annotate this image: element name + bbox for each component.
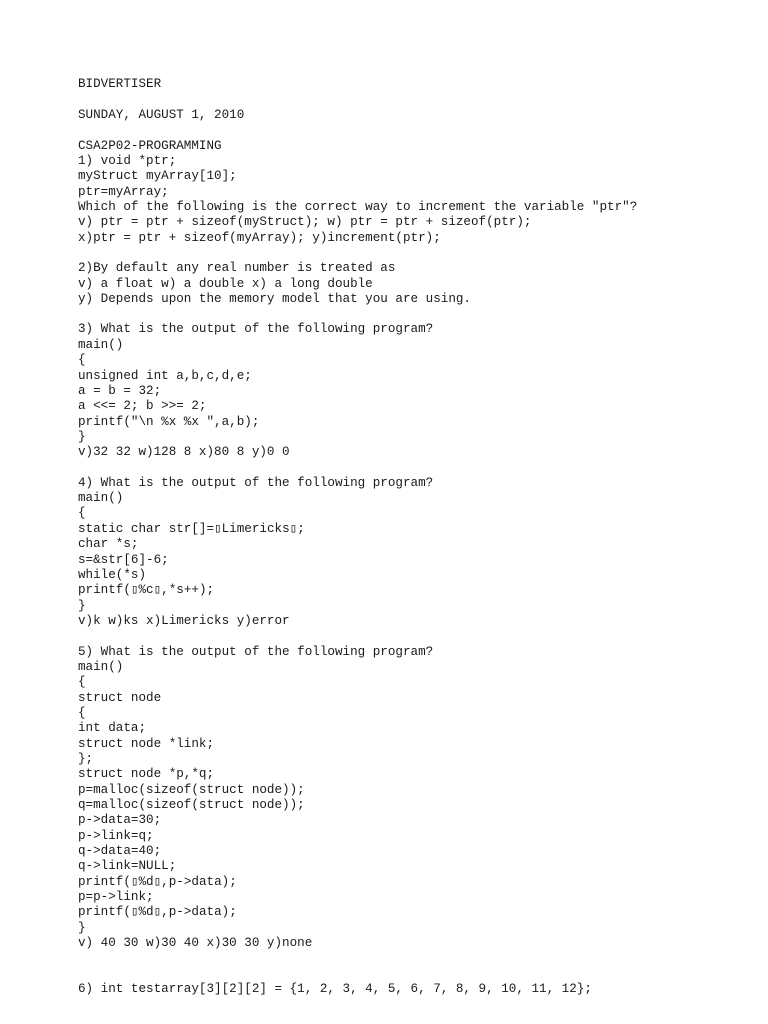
q3-code: a <<= 2; b >>= 2; [78, 399, 207, 413]
q5-line: 5) What is the output of the following program? [78, 645, 434, 659]
q5-code: printf(▯%d▯,p->data); [78, 875, 237, 889]
q1-options: x)ptr = ptr + sizeof(myArray); y)increment(ptr); [78, 231, 441, 245]
q5-code: p->link=q; [78, 829, 154, 843]
q5-code: printf(▯%d▯,p->data); [78, 905, 237, 919]
q3-code: a = b = 32; [78, 384, 162, 398]
q2-options: y) Depends upon the memory model that you are using. [78, 292, 471, 306]
q5-code: } [78, 921, 86, 935]
q3-line: 3) What is the output of the following program? [78, 322, 434, 336]
q5-options: v) 40 30 w)30 40 x)30 30 y)none [78, 936, 313, 950]
q1-options: v) ptr = ptr + sizeof(myStruct); w) ptr = ptr + sizeof(ptr); [78, 215, 532, 229]
q6-line: 6) int testarray[3][2][2] = {1, 2, 3, 4, 5, 6, 7, 8, 9, 10, 11, 12}; [78, 982, 592, 996]
q4-options: v)k w)ks x)Limericks y)error [78, 614, 290, 628]
course-title: CSA2P02-PROGRAMMING [78, 139, 222, 153]
q2-line: 2)By default any real number is treated as [78, 261, 396, 275]
q3-options: v)32 32 w)128 8 x)80 8 y)0 0 [78, 445, 290, 459]
q5-code: { [78, 675, 86, 689]
q1-line: 1) void *ptr; [78, 154, 177, 168]
q5-code: q->data=40; [78, 844, 162, 858]
q3-code: main() [78, 338, 124, 352]
q3-code: } [78, 430, 86, 444]
q4-code: s=&str[6]-6; [78, 553, 169, 567]
q5-code: { [78, 706, 86, 720]
q2-options: v) a float w) a double x) a long double [78, 277, 373, 291]
q4-code: } [78, 599, 86, 613]
q5-code: int data; [78, 721, 147, 735]
q4-code: while(*s) [78, 568, 147, 582]
q5-code: p->data=30; [78, 813, 162, 827]
site-name: BIDVERTISER [78, 77, 162, 91]
q5-code: }; [78, 752, 94, 766]
q5-code: struct node *p,*q; [78, 767, 215, 781]
q4-line: 4) What is the output of the following program? [78, 476, 434, 490]
q1-line: Which of the following is the correct way to increment the variable "ptr"? [78, 200, 638, 214]
q3-code: printf("\n %x %x ",a,b); [78, 415, 260, 429]
q5-code: p=p->link; [78, 890, 154, 904]
q5-code: q=malloc(sizeof(struct node)); [78, 798, 305, 812]
q3-code: { [78, 353, 86, 367]
q4-code: static char str[]=▯Limericks▯; [78, 522, 305, 536]
q4-code: { [78, 506, 86, 520]
q5-code: main() [78, 660, 124, 674]
q5-code: q->link=NULL; [78, 859, 177, 873]
q5-code: struct node *link; [78, 737, 215, 751]
q3-code: unsigned int a,b,c,d,e; [78, 369, 252, 383]
q1-line: myStruct myArray[10]; [78, 169, 237, 183]
q5-code: struct node [78, 691, 162, 705]
q5-code: p=malloc(sizeof(struct node)); [78, 783, 305, 797]
q1-line: ptr=myArray; [78, 185, 169, 199]
q4-code: main() [78, 491, 124, 505]
post-date: SUNDAY, AUGUST 1, 2010 [78, 108, 245, 122]
q4-code: char *s; [78, 537, 139, 551]
q4-code: printf(▯%c▯,*s++); [78, 583, 215, 597]
